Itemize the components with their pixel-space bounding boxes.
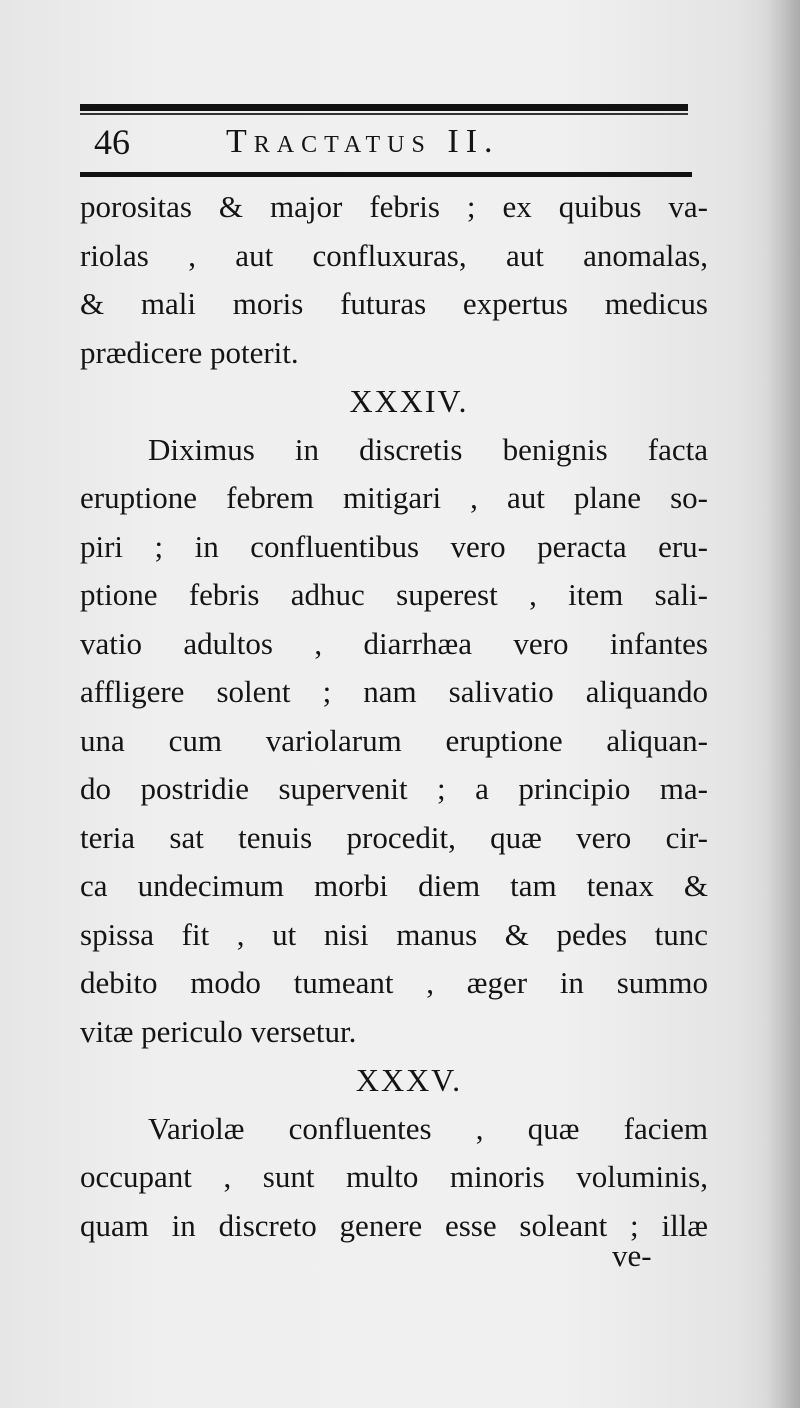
text-line: teria sat tenuis procedit, quæ vero cir- — [80, 819, 708, 855]
text-line: quam in discreto genere esse soleant ; illæ — [80, 1207, 708, 1243]
text-line: Diximus in discretis benignis facta — [148, 431, 708, 467]
body-text — [80, 183, 708, 1250]
text-line: debito modo tumeant , æger in summo — [80, 965, 708, 1000]
text-line: vatio adultos , diarrhæa vero infantes — [80, 625, 708, 661]
page-number: 46 — [94, 122, 130, 162]
header-bottom-rule — [80, 172, 692, 177]
text-line: affligere solent ; nam salivatio aliquando — [80, 674, 708, 709]
text-line: vitæ periculo versetur. — [80, 1013, 357, 1049]
running-title: Tractatus II. — [226, 123, 500, 160]
running-head — [94, 118, 674, 166]
text-line: & mali moris futuras expertus medicus — [80, 286, 708, 321]
text-line: ca undecimum morbi diem tam tenax & — [80, 868, 708, 903]
header-rule-thick — [80, 104, 688, 111]
text-line: riolas , aut confluxuras, aut anomalas, — [80, 237, 708, 273]
text-line: piri ; in confluentibus vero peracta eru- — [80, 528, 708, 564]
text-line: una cum variolarum eruptione aliquan- — [80, 722, 708, 758]
header-rule-thin — [80, 113, 688, 115]
text-line: Variolæ confluentes , quæ faciem — [148, 1110, 708, 1146]
text-line: ptione febris adhuc superest , item sali- — [80, 577, 708, 612]
text-line: porositas & major febris ; ex quibus va- — [80, 189, 708, 224]
text-line: eruptione febrem mitigari , aut plane so- — [80, 480, 708, 515]
text-line: prædicere poterit. — [80, 334, 299, 370]
catchword: ve- — [612, 1238, 652, 1273]
text-line: occupant , sunt multo minoris voluminis, — [80, 1159, 708, 1194]
page-gutter-shadow — [766, 0, 800, 1408]
section-heading-35: XXXV. — [355, 1062, 463, 1098]
text-line: spissa fit , ut nisi manus & pedes tunc — [80, 916, 708, 952]
section-heading-34: XXXIV. — [349, 383, 469, 419]
text-line: do postridie supervenit ; a principio ma- — [80, 771, 708, 806]
